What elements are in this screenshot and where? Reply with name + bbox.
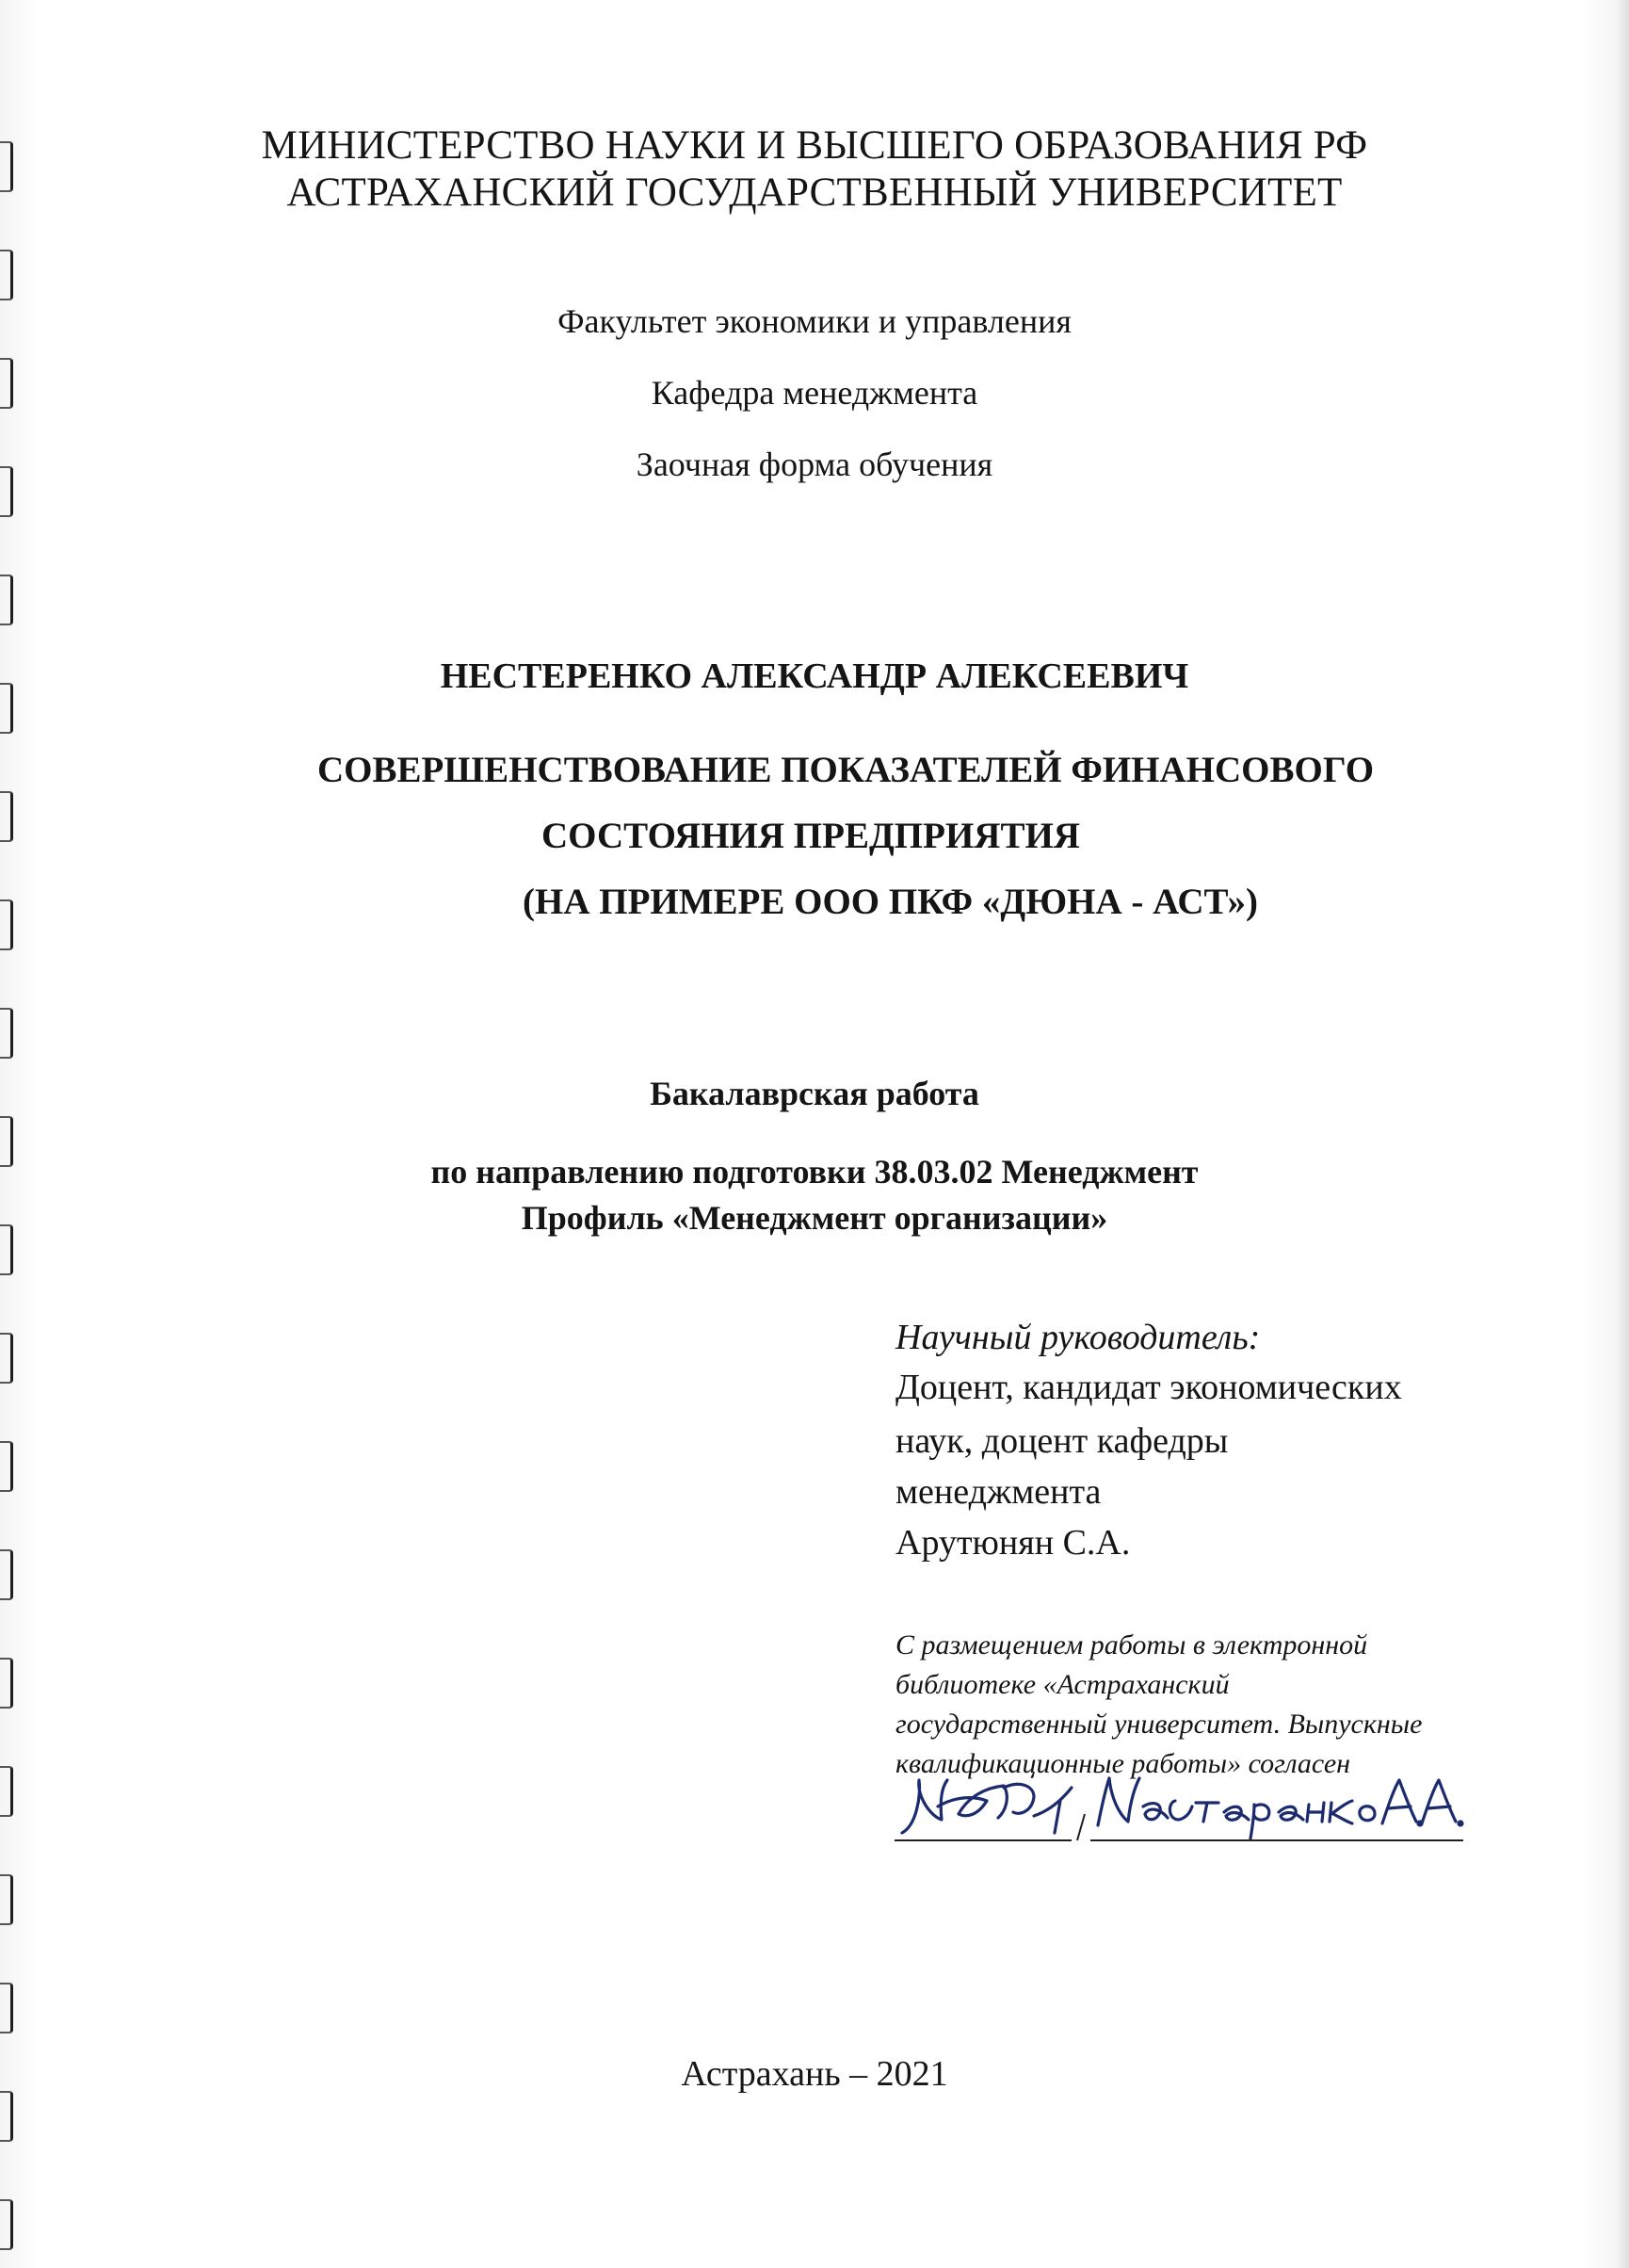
consent-line-4: квалификационные работы» согласен xyxy=(895,1748,1351,1779)
work-direction: по направлению подготовки 38.03.02 Менеджмент xyxy=(430,1153,1199,1191)
binder-mark xyxy=(0,1658,13,1709)
author-name: НЕСТЕРЕНКО АЛЕКСАНДР АЛЕКСЕЕВИЧ xyxy=(440,656,1189,696)
advisor-line-3: менеджмента xyxy=(895,1472,1102,1512)
binder-mark xyxy=(0,575,13,625)
study-form: Заочная форма обучения xyxy=(636,446,993,483)
thesis-title-line-3: (НА ПРИМЕРЕ ООО ПКФ «ДЮНА - АСТ») xyxy=(523,882,1258,922)
consent-line-2: библиотеке «Астраханский xyxy=(895,1669,1230,1700)
consent-line-1: С размещением работы в электронной xyxy=(895,1629,1368,1660)
ministry-name: МИНИСТЕРСТВО НАУКИ И ВЫСШЕГО ОБРАЗОВАНИЯ РФ xyxy=(261,123,1368,168)
binder-mark xyxy=(0,1766,13,1817)
faculty-name: Факультет экономики и управления xyxy=(557,302,1072,340)
binder-mark xyxy=(0,1333,13,1384)
binder-mark xyxy=(0,1874,13,1925)
thesis-title-line-2: СОСТОЯНИЯ ПРЕДПРИЯТИЯ xyxy=(541,816,1080,856)
binder-mark xyxy=(0,1441,13,1492)
handwritten-signature xyxy=(893,1759,1467,1844)
work-type: Бакалаврская работа xyxy=(650,1075,979,1112)
advisor-heading: Научный руководитель: xyxy=(895,1318,1261,1357)
consent-line-3: государственный университет. Выпускные xyxy=(895,1709,1423,1740)
city-year: Астрахань – 2021 xyxy=(681,2054,948,2094)
binder-mark xyxy=(0,1549,13,1600)
department-name: Кафедра менеджмента xyxy=(651,374,978,412)
work-profile: Профиль «Менеджмент организации» xyxy=(521,1199,1108,1237)
binder-mark xyxy=(0,1983,13,2033)
thesis-title-line-1: СОВЕРШЕНСТВОВАНИЕ ПОКАЗАТЕЛЕЙ ФИНАНСОВОГО xyxy=(317,750,1375,790)
advisor-name: Арутюнян С.А. xyxy=(895,1523,1131,1563)
binder-mark xyxy=(0,1008,13,1059)
university-name: АСТРАХАНСКИЙ ГОСУДАРСТВЕННЫЙ УНИВЕРСИТЕТ xyxy=(286,170,1343,215)
binder-mark xyxy=(0,250,13,300)
binder-mark xyxy=(0,791,13,842)
binder-mark xyxy=(0,2199,13,2250)
advisor-line-2: наук, доцент кафедры xyxy=(895,1421,1229,1461)
binder-mark xyxy=(0,899,13,950)
advisor-line-1: Доцент, кандидат экономических xyxy=(895,1368,1402,1407)
binder-mark xyxy=(0,2091,13,2142)
